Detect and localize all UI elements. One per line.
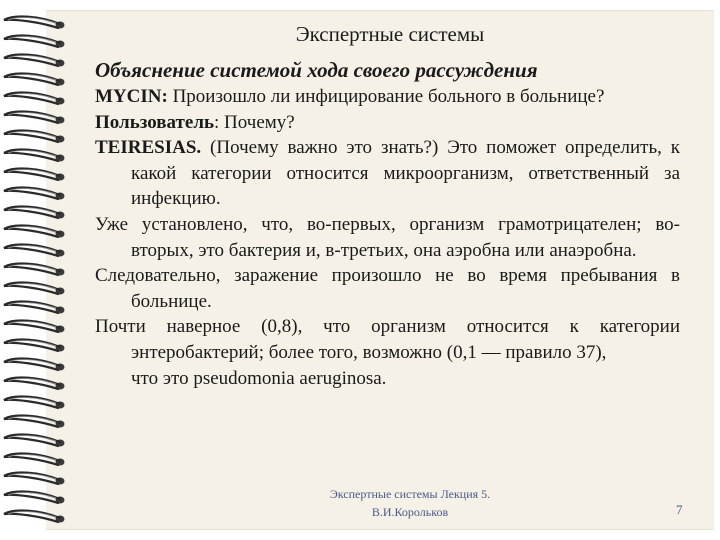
speaker-label: Пользователь xyxy=(95,111,215,133)
paragraph-text: Следовательно, заражение произошло не во время пребывания в больнице. xyxy=(95,265,680,312)
binding-ring xyxy=(4,492,65,504)
page-number: 7 xyxy=(676,502,683,517)
binding-ring xyxy=(4,17,65,29)
paragraph-teiresias xyxy=(95,135,680,212)
binding-ring xyxy=(4,359,65,371)
binding-ring xyxy=(4,150,65,162)
spiral-binding xyxy=(0,0,70,540)
binding-ring xyxy=(4,188,65,200)
binding-ring xyxy=(4,93,65,105)
binding-ring xyxy=(4,397,65,409)
slide-body xyxy=(95,84,680,391)
paragraph-almost-certain xyxy=(95,314,680,365)
binding-ring xyxy=(4,435,65,447)
binding-ring xyxy=(4,226,65,238)
binding-ring xyxy=(4,169,65,181)
binding-ring xyxy=(4,340,65,352)
footer-course: Экспертные системы Лекция 5. xyxy=(329,487,491,501)
paragraph-pseudomonia xyxy=(95,366,680,392)
binding-ring xyxy=(4,454,65,466)
paragraph-text: : Почему? xyxy=(214,111,295,133)
paragraph-text: Произошло ли инфицирование больного в больнице? xyxy=(167,86,605,107)
binding-ring xyxy=(4,245,65,257)
slide-footer xyxy=(270,485,550,521)
binding-ring xyxy=(4,36,65,48)
binding-ring xyxy=(4,74,65,86)
binding-ring xyxy=(4,321,65,333)
binding-ring xyxy=(4,207,65,219)
binding-ring xyxy=(4,416,65,428)
binding-ring xyxy=(4,264,65,276)
binding-ring xyxy=(4,302,65,314)
paragraph-mycin xyxy=(95,84,680,110)
paragraph-user xyxy=(95,110,680,136)
binding-ring xyxy=(4,511,65,523)
speaker-label: MYCIN: xyxy=(95,86,168,107)
binding-ring xyxy=(4,283,65,295)
binding-ring xyxy=(4,131,65,143)
paragraph-established xyxy=(95,212,680,263)
binding-ring xyxy=(4,112,65,124)
paragraph-text: Уже установлено, что, во-первых, организм грамотрицателен; во-вторых, это бактерия и, в-третьих, она аэробна или анаэробна. xyxy=(95,213,680,261)
paragraph-text: Почти наверное (0,8), что организм относится к категории энтеробактерий; более того, возможно (0,1 — правило 37), xyxy=(95,316,680,363)
speaker-label: TEIRESIAS. xyxy=(95,137,202,159)
slide-title: Экспертные системы xyxy=(295,22,485,46)
paragraph-text: что это pseudomonia aeruginosa. xyxy=(131,367,387,389)
paragraph-consequently xyxy=(95,263,680,314)
binding-ring xyxy=(4,55,65,67)
footer-author: В.И.Корольков xyxy=(371,505,449,519)
binding-ring xyxy=(4,473,65,485)
slide-subtitle: Объяснение системой хода своего рассуждения xyxy=(95,58,538,82)
binding-ring xyxy=(4,378,65,390)
paragraph-text: (Почему важно это знать?) Это поможет определить, к какой категории относится микроорганизм, ответственный за инфекцию. xyxy=(131,137,680,210)
